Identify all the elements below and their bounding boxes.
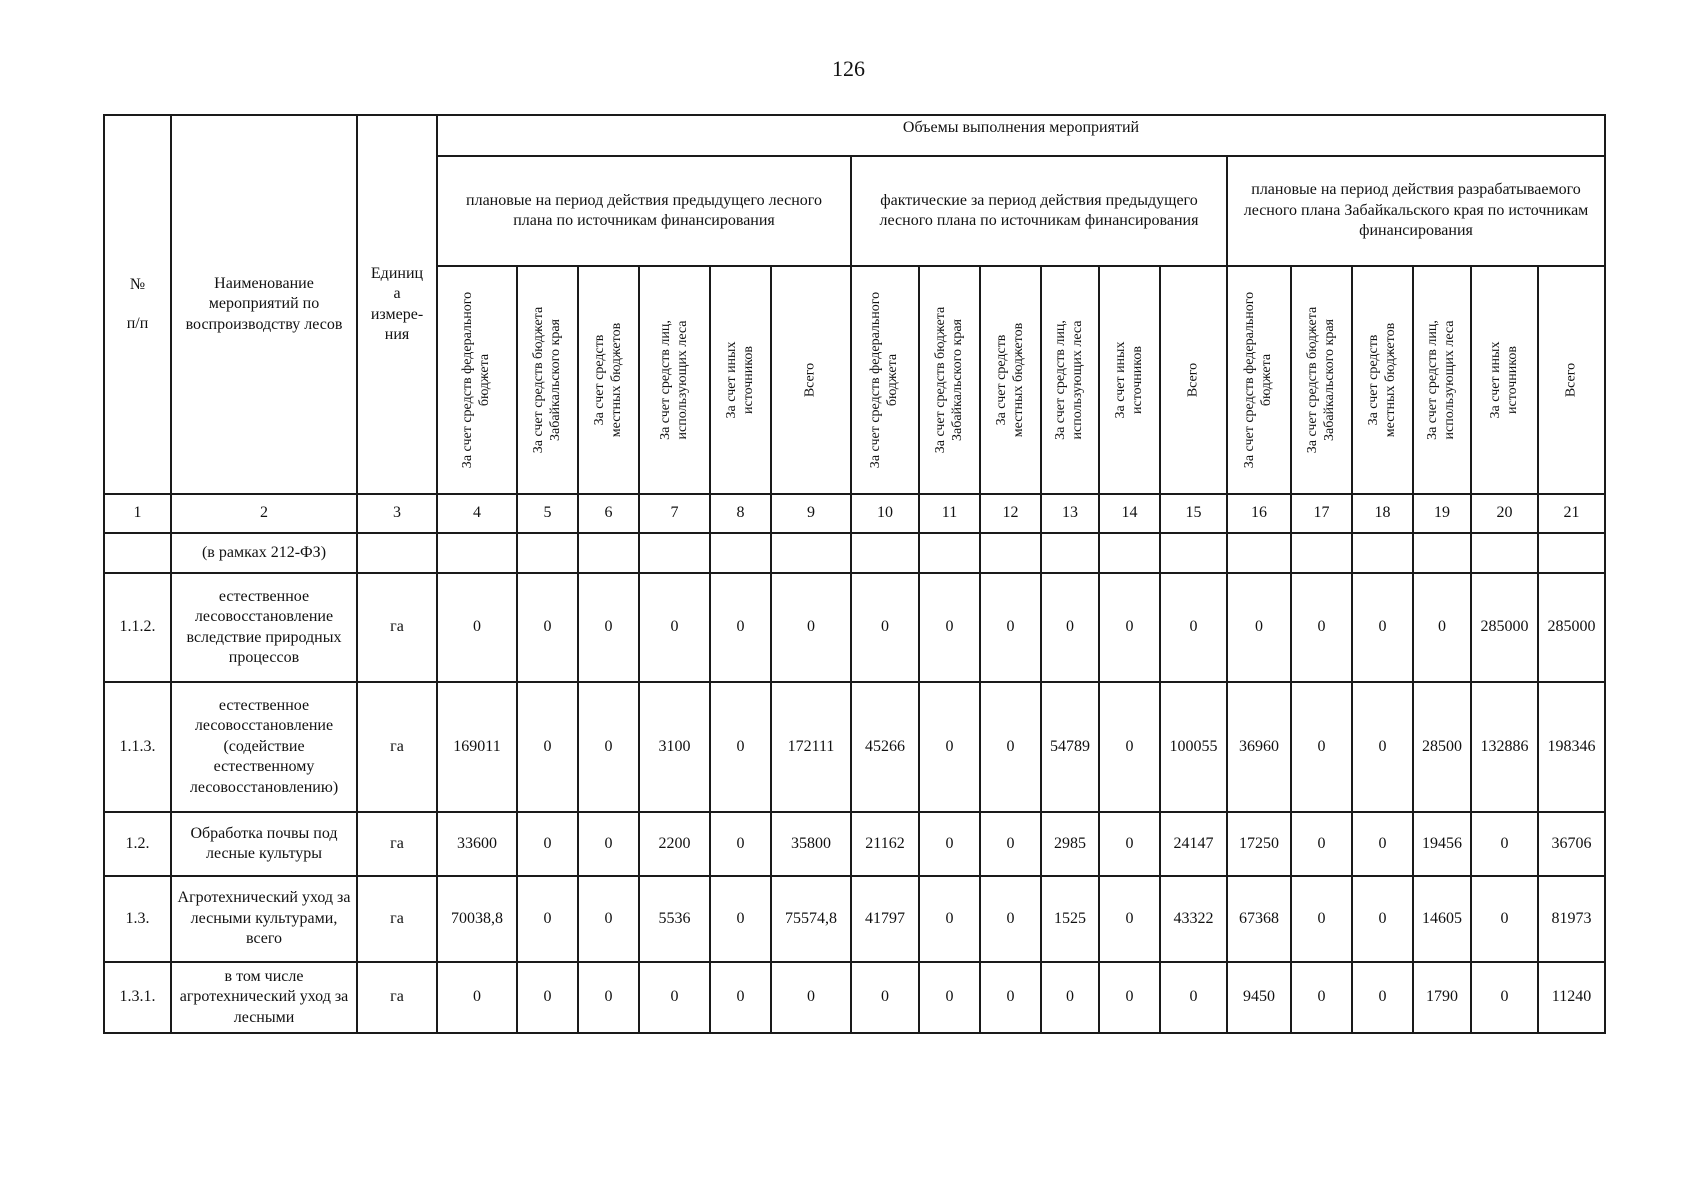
row-value: 28500	[1413, 682, 1471, 812]
header-num	[104, 115, 171, 494]
subheader-other-text: За счет иных источников	[1487, 341, 1520, 419]
header-group-actual-prev: фактические за период действия предыдущего лесного плана по источникам финансирования	[851, 156, 1227, 266]
row-value	[1538, 533, 1605, 573]
column-number: 7	[639, 494, 710, 533]
row-value: 36706	[1538, 812, 1605, 876]
subheader-local	[980, 266, 1041, 494]
row-value: 0	[1041, 962, 1099, 1033]
header-unit	[357, 115, 437, 494]
subheader-users-text: За счет средств лиц, использующих леса	[1425, 320, 1457, 440]
row-value: 285000	[1471, 573, 1538, 682]
row-value: 0	[919, 812, 980, 876]
row-value: 0	[517, 682, 578, 812]
table-row	[104, 573, 1605, 682]
subheader-regional-text: За счет средств бюджета Забайкальского края	[1304, 306, 1337, 454]
row-value	[578, 533, 639, 573]
row-value: 0	[771, 962, 851, 1033]
row-value: 169011	[437, 682, 517, 812]
row-value: 0	[1041, 573, 1099, 682]
row-value: 45266	[851, 682, 919, 812]
row-value: 132886	[1471, 682, 1538, 812]
column-number: 17	[1291, 494, 1352, 533]
row-value: 1525	[1041, 876, 1099, 962]
header-unit-line1: Единиц	[370, 264, 424, 282]
row-value: 0	[437, 573, 517, 682]
row-value: 0	[1160, 962, 1227, 1033]
row-value: 0	[919, 573, 980, 682]
row-value: 21162	[851, 812, 919, 876]
subheader-total-text: Всего	[802, 362, 818, 398]
subheader-federal	[437, 266, 517, 494]
header-unit-line2: а	[393, 285, 401, 303]
column-number: 19	[1413, 494, 1471, 533]
row-value: 1790	[1413, 962, 1471, 1033]
row-name: (в рамках 212-ФЗ)	[171, 533, 357, 573]
row-value: 0	[980, 573, 1041, 682]
subheader-local	[578, 266, 639, 494]
subheader-other-text: За счет иных источников	[1112, 341, 1145, 419]
row-unit: га	[357, 682, 437, 812]
row-number	[104, 533, 171, 573]
row-value: 24147	[1160, 812, 1227, 876]
row-value: 35800	[771, 812, 851, 876]
row-value: 54789	[1041, 682, 1099, 812]
row-value: 0	[710, 812, 771, 876]
subheader-federal-text: За счет средств федерального бюджета	[1242, 291, 1274, 469]
row-value: 0	[919, 876, 980, 962]
row-value: 0	[1471, 876, 1538, 962]
subheader-total	[771, 266, 851, 494]
page-number: 126	[832, 56, 865, 81]
row-unit	[357, 533, 437, 573]
subheader-other	[1099, 266, 1160, 494]
column-number: 10	[851, 494, 919, 533]
row-value: 0	[1099, 962, 1160, 1033]
column-number: 18	[1352, 494, 1413, 533]
row-value	[1041, 533, 1099, 573]
row-unit: га	[357, 573, 437, 682]
table-row	[104, 812, 1605, 876]
subheader-regional	[919, 266, 980, 494]
row-value: 0	[517, 876, 578, 962]
subheader-local-text: За счет средств местных бюджетов	[591, 322, 624, 438]
row-value: 0	[1352, 573, 1413, 682]
column-number: 16	[1227, 494, 1291, 533]
table-row	[104, 533, 1605, 573]
header-name	[171, 115, 357, 494]
row-value: 172111	[771, 682, 851, 812]
row-value	[710, 533, 771, 573]
column-number-row	[104, 494, 1605, 533]
table-row	[104, 876, 1605, 962]
column-number: 20	[1471, 494, 1538, 533]
row-value: 9450	[1227, 962, 1291, 1033]
row-value: 0	[1352, 962, 1413, 1033]
header-group-planned-prev: плановые на период действия предыдущего лесного плана по источникам финансирования	[437, 156, 851, 266]
row-value: 0	[710, 573, 771, 682]
row-value	[919, 533, 980, 573]
row-value: 0	[639, 573, 710, 682]
reforestation-table	[103, 114, 1606, 1034]
row-value	[980, 533, 1041, 573]
row-value	[851, 533, 919, 573]
row-value: 0	[1099, 573, 1160, 682]
row-value: 0	[851, 573, 919, 682]
row-value: 0	[980, 876, 1041, 962]
row-value: 0	[1099, 682, 1160, 812]
row-value: 75574,8	[771, 876, 851, 962]
row-value: 0	[1099, 812, 1160, 876]
header-group-planned-new: плановые на период действия разрабатываемого лесного плана Забайкальского края по источникам финансирования	[1227, 156, 1605, 266]
row-name: естественное лесовосстановление вследствие природных процессов	[171, 573, 357, 682]
column-number: 21	[1538, 494, 1605, 533]
row-value: 36960	[1227, 682, 1291, 812]
data-rows	[104, 533, 1605, 1033]
subheader-users	[639, 266, 710, 494]
row-value: 285000	[1538, 573, 1605, 682]
row-value: 0	[578, 682, 639, 812]
subheader-other	[1471, 266, 1538, 494]
row-value: 198346	[1538, 682, 1605, 812]
row-value: 0	[437, 962, 517, 1033]
row-value	[1413, 533, 1471, 573]
row-value: 0	[1471, 962, 1538, 1033]
row-value	[1160, 533, 1227, 573]
row-value: 14605	[1413, 876, 1471, 962]
subheader-users	[1413, 266, 1471, 494]
row-value	[1227, 533, 1291, 573]
subheader-total	[1538, 266, 1605, 494]
table-row	[104, 682, 1605, 812]
subheader-users	[1041, 266, 1099, 494]
header-unit-line4: ния	[384, 325, 410, 343]
row-value: 0	[980, 962, 1041, 1033]
subheader-federal	[1227, 266, 1291, 494]
row-value: 0	[1291, 573, 1352, 682]
row-value: 17250	[1227, 812, 1291, 876]
row-value: 0	[517, 962, 578, 1033]
row-value: 43322	[1160, 876, 1227, 962]
column-number: 15	[1160, 494, 1227, 533]
row-value: 0	[1291, 682, 1352, 812]
row-value	[437, 533, 517, 573]
row-value: 0	[771, 573, 851, 682]
row-name: в том числе агротехнический уход за лесными	[171, 962, 357, 1033]
row-value	[517, 533, 578, 573]
row-value: 0	[578, 573, 639, 682]
row-value: 0	[517, 573, 578, 682]
row-value: 0	[1471, 812, 1538, 876]
row-value: 33600	[437, 812, 517, 876]
subheader-other-text: За счет иных источников	[723, 341, 756, 419]
row-name: естественное лесовосстановление (содействие естественному лесовосстановлению)	[171, 682, 357, 812]
column-number: 12	[980, 494, 1041, 533]
row-value: 0	[1413, 573, 1471, 682]
subheader-federal-text: За счет средств федерального бюджета	[868, 291, 900, 469]
subheader-federal	[851, 266, 919, 494]
row-value	[1099, 533, 1160, 573]
column-number: 13	[1041, 494, 1099, 533]
column-number: 11	[919, 494, 980, 533]
subheader-other	[710, 266, 771, 494]
header-unit-line3: измере-	[370, 305, 424, 323]
row-value: 0	[851, 962, 919, 1033]
row-number: 1.1.3.	[104, 682, 171, 812]
row-value	[639, 533, 710, 573]
row-unit: га	[357, 876, 437, 962]
subheader-local-text: За счет средств местных бюджетов	[993, 322, 1026, 438]
table-row	[104, 962, 1605, 1033]
row-value: 5536	[639, 876, 710, 962]
row-value: 70038,8	[437, 876, 517, 962]
column-number: 3	[357, 494, 437, 533]
row-value	[1471, 533, 1538, 573]
row-number: 1.1.2.	[104, 573, 171, 682]
row-value: 100055	[1160, 682, 1227, 812]
row-value: 0	[919, 682, 980, 812]
header-num-line2: п/п	[126, 314, 149, 332]
row-value: 81973	[1538, 876, 1605, 962]
column-number: 14	[1099, 494, 1160, 533]
row-value: 3100	[639, 682, 710, 812]
row-value	[1352, 533, 1413, 573]
column-number: 5	[517, 494, 578, 533]
row-value: 19456	[1413, 812, 1471, 876]
subheader-regional-text: За счет средств бюджета Забайкальского края	[932, 306, 965, 454]
row-value	[771, 533, 851, 573]
row-value: 0	[980, 682, 1041, 812]
subheader-regional	[1291, 266, 1352, 494]
subheader-total-text: Всего	[1563, 362, 1579, 398]
row-value: 0	[919, 962, 980, 1033]
row-value: 0	[710, 876, 771, 962]
subheader-users-text: За счет средств лиц, использующих леса	[1053, 320, 1085, 440]
row-name: Агротехнический уход за лесными культурами, всего	[171, 876, 357, 962]
column-number: 6	[578, 494, 639, 533]
row-value: 2985	[1041, 812, 1099, 876]
row-value: 0	[1160, 573, 1227, 682]
column-number: 4	[437, 494, 517, 533]
subheader-total	[1160, 266, 1227, 494]
header-volumes: Объемы выполнения мероприятий	[437, 115, 1605, 156]
row-number: 1.2.	[104, 812, 171, 876]
row-name: Обработка почвы под лесные культуры	[171, 812, 357, 876]
row-value: 0	[639, 962, 710, 1033]
row-number: 1.3.	[104, 876, 171, 962]
row-unit: га	[357, 812, 437, 876]
subheader-total-text: Всего	[1185, 362, 1201, 398]
column-number: 1	[104, 494, 171, 533]
subheader-users-text: За счет средств лиц, использующих леса	[657, 320, 690, 440]
row-unit: га	[357, 962, 437, 1033]
column-number: 8	[710, 494, 771, 533]
row-value: 0	[1291, 876, 1352, 962]
subheader-federal-text: За счет средств федерального бюджета	[460, 291, 492, 469]
row-value: 0	[517, 812, 578, 876]
row-value: 0	[578, 876, 639, 962]
row-value: 0	[578, 812, 639, 876]
subheader-local	[1352, 266, 1413, 494]
row-value: 0	[1352, 876, 1413, 962]
subheader-local-text: За счет средств местных бюджетов	[1365, 322, 1398, 438]
header-num-line1: №	[129, 276, 146, 294]
header-name-text: Наименование мероприятий по воспроизводству лесов	[185, 274, 343, 333]
row-value: 11240	[1538, 962, 1605, 1033]
row-value: 0	[980, 812, 1041, 876]
row-value	[1291, 533, 1352, 573]
row-value: 0	[1291, 962, 1352, 1033]
row-value: 0	[1352, 682, 1413, 812]
row-value: 0	[710, 962, 771, 1033]
row-number: 1.3.1.	[104, 962, 171, 1033]
row-value: 0	[1352, 812, 1413, 876]
subheader-regional	[517, 266, 578, 494]
row-value: 67368	[1227, 876, 1291, 962]
row-value: 0	[1291, 812, 1352, 876]
row-value: 0	[578, 962, 639, 1033]
row-value: 0	[1099, 876, 1160, 962]
row-value: 0	[710, 682, 771, 812]
column-number: 9	[771, 494, 851, 533]
row-value: 41797	[851, 876, 919, 962]
column-number: 2	[171, 494, 357, 533]
subheader-regional-text: За счет средств бюджета Забайкальского края	[530, 306, 563, 454]
row-value: 2200	[639, 812, 710, 876]
row-value: 0	[1227, 573, 1291, 682]
